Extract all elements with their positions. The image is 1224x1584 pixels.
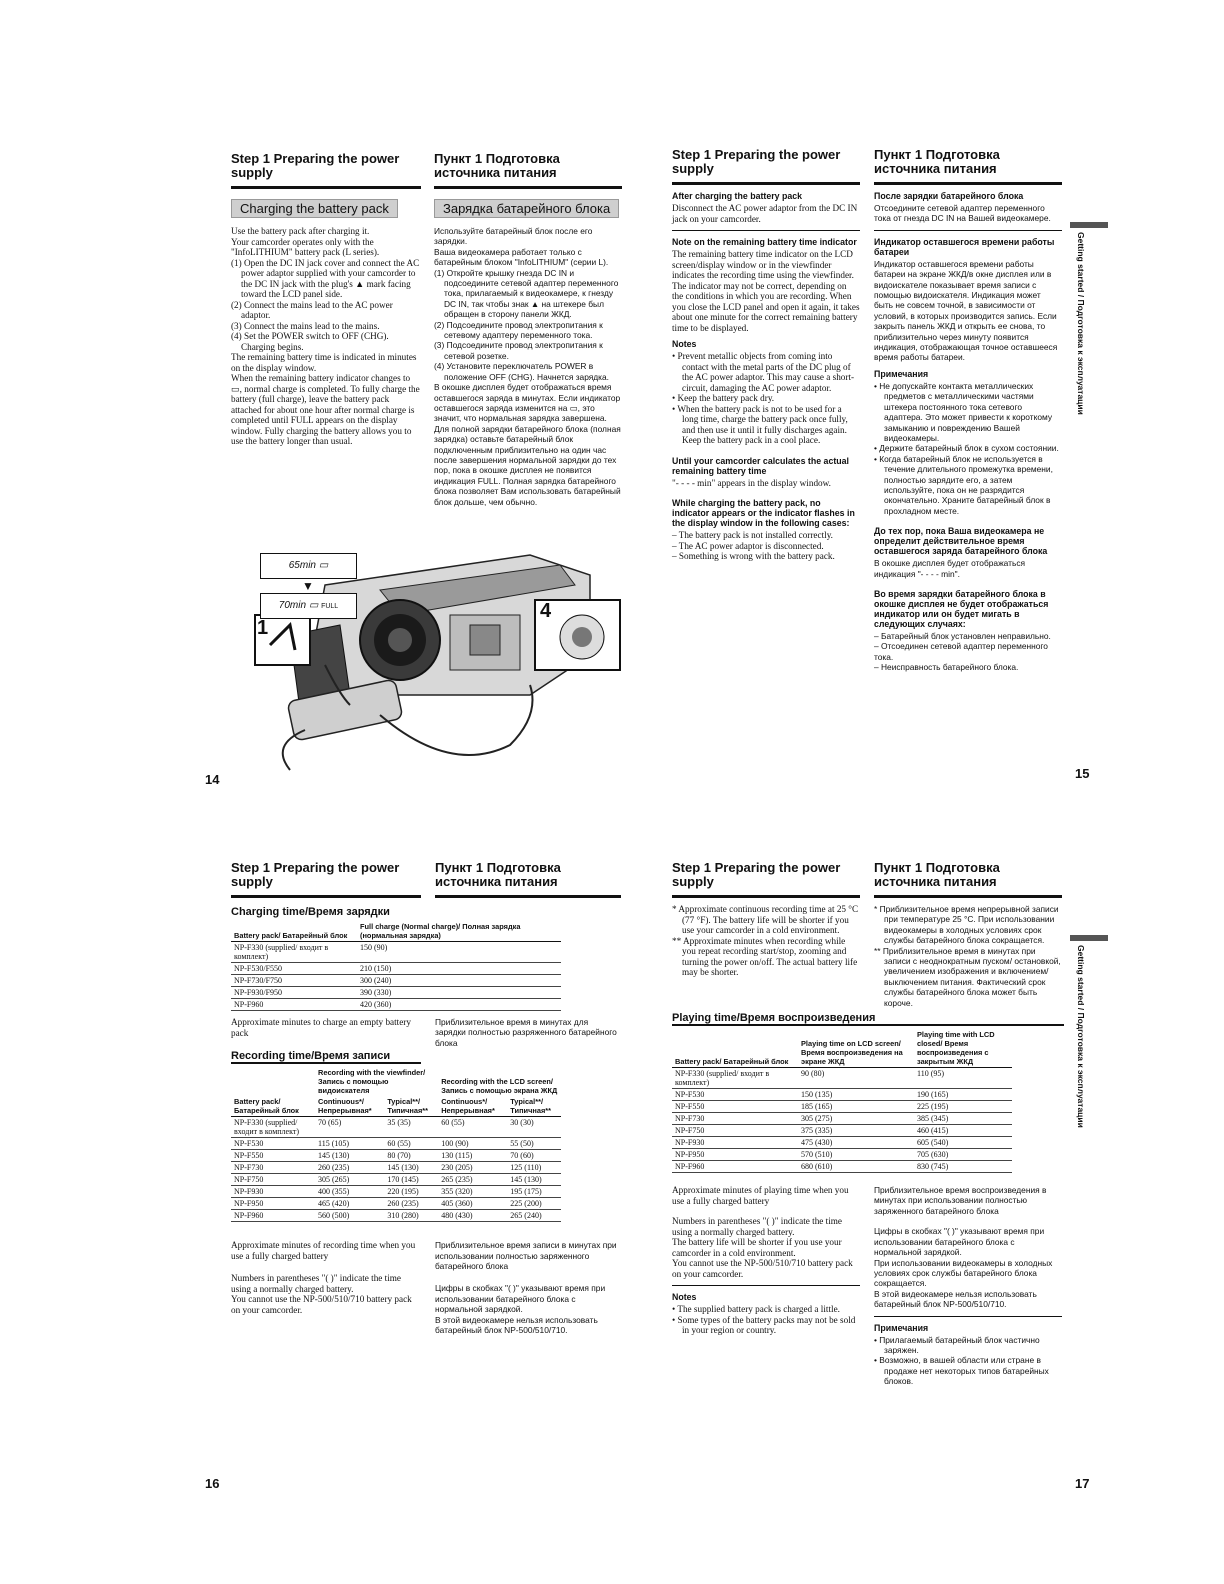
table-cell: NP-F960 (672, 1161, 798, 1173)
table-cell: 375 (335) (798, 1125, 914, 1137)
playing-time-table (672, 1029, 1012, 1173)
table-cell: 90 (80) (798, 1068, 914, 1089)
p14-ru-column (434, 152, 622, 507)
table-cell: 145 (130) (384, 1162, 438, 1174)
note-ru: • Прилагаемый батарейный блок частично заряжен. (874, 1334, 1040, 1355)
table-row (672, 1137, 1012, 1149)
table-cell: 260 (235) (384, 1198, 438, 1210)
p14-en-para: The remaining battery time is indicated in minutes on the display window. (231, 352, 417, 373)
column-header: Playing time on LCD screen/ Время воспроизведения на экране ЖКД (798, 1029, 914, 1068)
p15-en-column (672, 148, 860, 562)
p15-en-item: – The battery pack is not installed correctly. (672, 530, 833, 540)
p15-en-note: • Prevent metallic objects from coming into contact with the metal parts of the DC plug of the AC power adaptor. This may cause a short-circuit, damaging the AC power adaptor. (672, 351, 855, 393)
table-cell: NP-F750 (672, 1125, 798, 1137)
table-row (231, 1198, 561, 1210)
p15-en-para: Disconnect the AC power adaptor from the DC IN jack on your camcorder. (672, 203, 858, 224)
footnote-ru: ** Приблизительное время в минутах при записи с неоднократным пуском/ остановкой, увеличением изображения и включением/выключением питания. Фактический срок службы батарейного блока может быть короче. (874, 945, 1061, 1008)
p17-heading-en: Step 1 Preparing the power supply (672, 861, 860, 898)
p14-en-para: When the remaining battery indicator changes to ▭, normal charge is completed. To fully charge the battery (full charge), leave the battery pack attached for about one hour after normal charge is completed until FULL appears on the display window. Fully charging the battery allows you to use the battery longer than usual. (231, 373, 420, 446)
table-cell: 305 (275) (798, 1113, 914, 1125)
p14-ru-body (434, 226, 622, 507)
footnote-en: ** Approximate minutes when recording while you repeat recording start/stop, zooming and turning the power on/off. The actual battery life may be shorter. (672, 935, 858, 977)
p15-subheading: Until your camcorder calculates the actual remaining battery time (672, 455, 849, 476)
column-header: Typical**/ Типичная** (507, 1096, 561, 1117)
page-number: 15 (1075, 766, 1090, 781)
p15-en-para: The remaining battery time indicator on the LCD screen/display window or in the viewfinder indicates the recording time using the viewfinder. The indicator may not be correct, depending on the conditions in which you are recording. When you close the LCD panel and open it again, it takes about one minute for the correct remaining battery time to be displayed. (672, 249, 860, 333)
table-cell: 260 (235) (315, 1162, 384, 1174)
table-cell: 570 (510) (798, 1149, 914, 1161)
table-cell: NP-F330 (supplied/ входит в комплект) (231, 942, 357, 963)
table-row (672, 1149, 1012, 1161)
p15-ru-note: • Не допускайте контакта металлических предметов с металлическими частями штекера постоянного тока сетевого адаптера. Это может привести к короткому замыканию и повреждению Вашей видеокамеры. (874, 380, 1053, 443)
charging-time-table (231, 921, 561, 1011)
play-note2-ru: Цифры в скобках "( )" указывают время при использовании батарейного блока с нормальной зарядкой. При использовании видеокамеры в холодных условиях срок службы батарейного блока сокращается. В этой видеокамере нельзя использовать батарейный блок NP-500/510/710. (874, 1226, 1053, 1310)
table-cell: 680 (610) (798, 1161, 914, 1173)
table-cell: NP-F550 (672, 1101, 798, 1113)
p14-en-step: (2) Connect the mains lead to the AC power adaptor. (231, 299, 393, 320)
table-row (231, 1174, 561, 1186)
table-cell: NP-F330 (supplied/ входит в комплект) (231, 1117, 315, 1138)
table-cell: 110 (95) (914, 1068, 1012, 1089)
table-row (672, 1101, 1012, 1113)
p15-ru-column (874, 148, 1062, 673)
charge-note-en: Approximate minutes to charge an empty battery pack (231, 1017, 411, 1038)
table-cell: 480 (430) (438, 1210, 507, 1222)
table-cell: 310 (280) (384, 1210, 438, 1222)
table-header-row (231, 921, 561, 942)
column-group-header: Recording with the viewfinder/ Запись с помощью видоискателя (318, 1068, 426, 1096)
footnote-en: * Approximate continuous recording time at 25 °C (77 °F). The battery life will be shorter if you use your camcorder in a cold environment. (672, 904, 859, 935)
table-cell: 385 (345) (914, 1113, 1012, 1125)
table-cell: 60 (55) (384, 1138, 438, 1150)
column-header: Typical**/ Типичная** (384, 1096, 438, 1117)
play-note-ru: Приблизительное время воспроизведения в минутах при использовании полностью заряженного батарейного блока (874, 1185, 1047, 1216)
table-cell: 210 (150) (357, 963, 561, 975)
p15-en-item: – Something is wrong with the battery pack. (672, 551, 835, 561)
table-cell: 390 (330) (357, 987, 561, 999)
table-cell: 300 (240) (357, 975, 561, 987)
table-cell: NP-F530 (672, 1089, 798, 1101)
table-row (672, 1089, 1012, 1101)
notes-heading-ru: Примечания (874, 1322, 929, 1333)
column-header: Full charge (Normal charge)/ Полная зарядка (нормальная зарядка) (357, 921, 561, 942)
divider (672, 230, 860, 231)
p14-ru-step: (4) Установите переключатель POWER в положение OFF (CHG). Начнется зарядка. (434, 361, 610, 382)
table-cell: NP-F730 (231, 1162, 315, 1174)
p14-ru-step: (3) Подсоедините провод электропитания к сетевой розетке. (434, 340, 603, 361)
camcorder-charging-illustration (230, 545, 625, 785)
table-cell: 605 (540) (914, 1137, 1012, 1149)
p15-subheading: Note on the remaining battery time indicator (672, 237, 857, 247)
section-marker (1070, 222, 1108, 228)
table-row (231, 963, 561, 975)
table-header-row (231, 1067, 561, 1096)
table-cell: NP-F730/F750 (231, 975, 357, 987)
p15-ru-note: • Держите батарейный блок в сухом состоянии. (874, 443, 1059, 454)
table-cell: 115 (105) (315, 1138, 384, 1150)
arrow-down-icon: ▼ (302, 579, 314, 593)
table-cell: 190 (165) (914, 1089, 1012, 1101)
table-cell: 150 (135) (798, 1089, 914, 1101)
p15-ru-para: В окошке дисплея будет отображаться индикация "- - - - min". (874, 558, 1026, 579)
table-cell: 195 (175) (507, 1186, 561, 1198)
table-cell: 705 (630) (914, 1149, 1012, 1161)
table-row (231, 999, 561, 1011)
footnote-ru: * Приблизительное время непрерывной записи при температуре 25 °C. При использовании видеокамеры в холодных условиях срок службы батарейного блока сокращается. (874, 904, 1059, 946)
rec-note-en: Approximate minutes of recording time when you use a fully charged battery (231, 1240, 416, 1261)
p15-ru-subheading: После зарядки батарейного блока (874, 191, 1024, 201)
p15-heading-en: Step 1 Preparing the power supply (672, 148, 860, 185)
rec-note-ru: Приблизительное время записи в минутах при использовании полностью заряженного батарейного блока (435, 1240, 617, 1272)
lcd-time-before: 65min (288, 560, 316, 571)
charging-time-title: Charging time/Время зарядки (231, 906, 390, 918)
table-cell: 35 (35) (384, 1117, 438, 1138)
p14-subheading-en: Charging the battery pack (231, 199, 398, 218)
recording-time-table (231, 1067, 561, 1222)
p14-en-step: (3) Connect the mains lead to the mains. (231, 320, 380, 331)
note-en: • The supplied battery pack is charged a little. (672, 1304, 840, 1315)
table-row (231, 1186, 561, 1198)
p17-column (672, 861, 1064, 1387)
table-cell: 400 (355) (315, 1186, 384, 1198)
table-cell: 145 (130) (507, 1174, 561, 1186)
section-side-tab: Getting started / Подготовка к эксплуатации (1076, 945, 1086, 1128)
table-cell: 225 (195) (914, 1101, 1012, 1113)
column-header: Playing time with LCD closed/ Время воспроизведения с закрытым ЖКД (914, 1029, 1012, 1068)
table-cell: NP-F960 (231, 1210, 315, 1222)
p15-en-note: • When the battery pack is not to be used for a long time, charge the battery pack once fully, and then use it until it fully discharges again. Keep the battery pack in a cool place. (672, 403, 848, 445)
column-header: Continuous*/ Непрерывная* (438, 1096, 507, 1117)
p15-ru-note: • Когда батарейный блок не используется в течение длительного промежутка времени, полностью зарядите его, а затем используйте, пока он не разрядится окончательно. Храните батарейный блок в прохладном месте. (874, 453, 1053, 516)
p16-heading-en: Step 1 Preparing the power supply (231, 861, 421, 898)
divider (874, 230, 1062, 231)
table-row (672, 1068, 1012, 1089)
column-header: Battery pack/ Батарейный блок (231, 1067, 315, 1117)
page-number: 16 (205, 1476, 220, 1491)
table-cell: 230 (205) (438, 1162, 507, 1174)
table-cell: 70 (60) (507, 1150, 561, 1162)
p15-heading-ru: Пункт 1 Подготовка источника питания (874, 148, 1062, 185)
column-header: Continuous*/ Непрерывная* (315, 1096, 384, 1117)
column-header: Battery pack/ Батарейный блок (231, 921, 357, 942)
table-cell: 100 (90) (438, 1138, 507, 1150)
table-row (672, 1113, 1012, 1125)
section-side-tab: Getting started / Подготовка к эксплуатации (1076, 232, 1086, 415)
note-en: • Some types of the battery packs may not be sold in your region or country. (672, 1314, 856, 1336)
camcorder-drawing (230, 545, 625, 785)
p15-ru-subheading: До тех пор, пока Ваша видеокамера не определит действительное время оставшегося заряда батарейного блока (874, 526, 1048, 557)
table-cell: 55 (50) (507, 1138, 561, 1150)
table-cell: NP-F960 (231, 999, 357, 1011)
rec-note2-en: Numbers in parentheses "( )" indicate the time using a normally charged battery. You cannot use the NP-500/510/710 battery pack on your camcorder. (231, 1273, 412, 1315)
table-header-row (672, 1029, 1012, 1068)
p14-en-para: Use the battery pack after charging it. (231, 226, 370, 236)
page-number: 17 (1075, 1476, 1090, 1491)
p15-ru-para: Индикатор оставшегося времени работы батареи на экране ЖКД/в окне дисплея или в видоискателе показывает время записи с помощью видоискателя. Индикация может быть не совсем точной, в зависимости от условий, в которых производится запись. Если закрыть панель ЖКД и открыть ее снова, то приблизительно через минуту появится индикация, отображающая точное оставшееся время работы батареи. (874, 258, 1058, 363)
p14-ru-step: (1) Откройте крышку гнезда DC IN и подсоедините сетевой адаптер переменного тока, прилагаемый к видеокамере, к гнезду DC IN, так чтобы знак ▲ на штекере был обращен в сторону панели ЖКД. (434, 267, 619, 320)
table-row (231, 942, 561, 963)
p14-ru-para: В окошке дисплея будет отображаться время оставшегося заряда в минутах. Если индикатор оставшегося заряда изменится на ▭, это значит, что нормальная зарядка завершена. Для полной зарядки батарейного блока (полная зарядка) оставьте батарейный блок подключенным приблизительно на один час после завершения нормальной зарядки до тех пор, пока в окошке дисплея не появится индикация FULL. Полная зарядка батарейного блока позволяет Вам использовать батарейный блок дольше, чем обычно. (434, 382, 621, 507)
table-cell: NP-F530 (231, 1138, 315, 1150)
column-header: Battery pack/ Батарейный блок (672, 1029, 798, 1068)
p15-subheading: While charging the battery pack, no indicator appears or the indicator flashes in the display window in the following cases: (672, 498, 855, 528)
table-cell: 225 (200) (507, 1198, 561, 1210)
play-note-en: Approximate minutes of playing time when you use a fully charged battery (672, 1185, 849, 1206)
p14-ru-para: Ваша видеокамера работает только с батарейным блоком "InfoLITHIUM" (серии L). (434, 246, 609, 268)
table-cell: NP-F930/F950 (231, 987, 357, 999)
table-row (231, 987, 561, 999)
divider (672, 1285, 860, 1286)
table-cell: NP-F950 (231, 1198, 315, 1210)
table-cell: 420 (360) (357, 999, 561, 1011)
p14-subheading-ru: Зарядка батарейного блока (434, 199, 619, 218)
p15-en-note: • Keep the battery pack dry. (672, 393, 775, 403)
p14-en-para: Your camcorder operates only with the "InfoLITHIUM" battery pack (L series). (231, 236, 380, 257)
table-cell: 355 (320) (438, 1186, 507, 1198)
p17-heading-ru: Пункт 1 Подготовка источника питания (874, 861, 1062, 898)
column-group-header: Recording with the LCD screen/ Запись с помощью экрана ЖКД (441, 1077, 558, 1096)
charge-note-ru: Приблизительное время в минутах для зарядки полностью разряженного батарейного блока (435, 1017, 617, 1048)
section-marker (1070, 935, 1108, 941)
table-cell: 305 (265) (315, 1174, 384, 1186)
p14-heading-ru: Пункт 1 Подготовка источника питания (434, 152, 622, 189)
p14-en-body (231, 226, 421, 447)
table-cell: NP-F750 (231, 1174, 315, 1186)
table-row (672, 1161, 1012, 1173)
p14-ru-para: Используйте батарейный блок после его зарядки. (434, 226, 593, 247)
table-cell: 60 (55) (438, 1117, 507, 1138)
table-cell: 70 (65) (315, 1117, 384, 1138)
p15-ru-para: Отсоедините сетевой адаптер переменного тока от гнезда DC IN на Вашей видеокамере. (874, 203, 1051, 224)
table-cell: 125 (110) (507, 1162, 561, 1174)
p15-ru-item: – Отсоединен сетевой адаптер переменного тока. (874, 641, 1048, 662)
table-row (231, 1210, 561, 1222)
p15-ru-subheading: Примечания (874, 368, 929, 379)
p15-en-item: – The AC power adaptor is disconnected. (672, 540, 824, 551)
table-cell: NP-F730 (672, 1113, 798, 1125)
table-cell: 265 (235) (438, 1174, 507, 1186)
p14-en-step: (1) Open the DC IN jack cover and connect the AC power adaptor supplied with your camcorder to the DC IN jack with the plug's ▲ mark facing toward the LCD panel side. (231, 257, 420, 299)
table-row (231, 1150, 561, 1162)
step-number-1: 1 (257, 617, 269, 639)
table-row (231, 975, 561, 987)
table-cell: 30 (30) (507, 1117, 561, 1138)
playing-time-title: Playing time/Время воспроизведения (672, 1012, 1064, 1026)
note-ru: • Возможно, в вашей области или стране в продаже нет некоторых типов батарейных блоков. (874, 1355, 1049, 1387)
table-cell: NP-F930 (672, 1137, 798, 1149)
lcd-display-before (260, 553, 357, 579)
table-row (672, 1125, 1012, 1137)
table-cell: 185 (165) (798, 1101, 914, 1113)
table-cell: 145 (130) (315, 1150, 384, 1162)
table-cell: 460 (415) (914, 1125, 1012, 1137)
page-number: 14 (205, 772, 220, 787)
notes-heading-en: Notes (672, 1292, 697, 1303)
p15-ru-item: – Батарейный блок установлен неправильно. (874, 630, 1051, 641)
table-cell: NP-F530/F550 (231, 963, 357, 975)
p15-subheading: Notes (672, 339, 697, 349)
table-cell: NP-F550 (231, 1150, 315, 1162)
divider (874, 1316, 1062, 1317)
table-cell: NP-F930 (231, 1186, 315, 1198)
table-cell: 475 (430) (798, 1137, 914, 1149)
lcd-time-after: 70min (278, 600, 307, 611)
p14-heading-en: Step 1 Preparing the power supply (231, 152, 421, 189)
battery-icon: ▭ (308, 600, 319, 611)
step-number-4: 4 (540, 600, 552, 622)
p16-heading-ru: Пункт 1 Подготовка источника питания (435, 861, 621, 898)
full-tag: FULL (321, 603, 339, 610)
table-cell: 80 (70) (384, 1150, 438, 1162)
table-cell: 830 (745) (914, 1161, 1012, 1173)
table-cell: 130 (115) (438, 1150, 507, 1162)
table-cell: 465 (420) (315, 1198, 384, 1210)
p15-subheading: After charging the battery pack (672, 191, 803, 201)
table-cell: 150 (90) (357, 942, 561, 963)
p15-ru-item: – Неисправность батарейного блока. (874, 662, 1019, 673)
recording-time-title: Recording time/Время записи (231, 1050, 421, 1064)
table-row (231, 1138, 561, 1150)
table-cell: NP-F330 (supplied/ входит в комплект) (672, 1068, 798, 1089)
rec-note2-ru: Цифры в скобках "( )" указывают время при использовании батарейного блока с нормальной зарядкой. В этой видеокамере нельзя использовать батарейный блок NP-500/510/710. (435, 1283, 606, 1336)
p14-en-step: (4) Set the POWER switch to OFF (CHG). Charging begins. (231, 331, 389, 352)
table-row (231, 1117, 561, 1138)
table-cell: NP-F950 (672, 1149, 798, 1161)
p15-ru-subheading: Во время зарядки батарейного блока в окошке дисплея не будет отображаться индикатор или он будет мигать в следующих случаях: (874, 588, 1049, 629)
play-note2-en: Numbers in parentheses "( )" indicate the time using a normally charged battery. The battery life will be shorter if you use your camcorder in a cold environment. You cannot use the NP-500/510/710 battery pack on your camcorder. (672, 1216, 853, 1279)
p16-column (231, 861, 621, 1335)
table-row (231, 1162, 561, 1174)
p14-en-column (231, 152, 421, 447)
table-cell: 170 (145) (384, 1174, 438, 1186)
table-cell: 265 (240) (507, 1210, 561, 1222)
p14-ru-step: (2) Подсоедините провод электропитания к сетевому адаптеру переменного тока. (434, 319, 603, 341)
table-cell: 560 (500) (315, 1210, 384, 1222)
battery-icon: ▭ (318, 560, 329, 571)
table-cell: 405 (360) (438, 1198, 507, 1210)
p15-ru-subheading: Индикатор оставшегося времени работы батареи (874, 236, 1055, 257)
table-cell: 220 (195) (384, 1186, 438, 1198)
p15-en-para: "- - - - min" appears in the display window. (672, 477, 831, 488)
lcd-display-after (260, 593, 357, 619)
